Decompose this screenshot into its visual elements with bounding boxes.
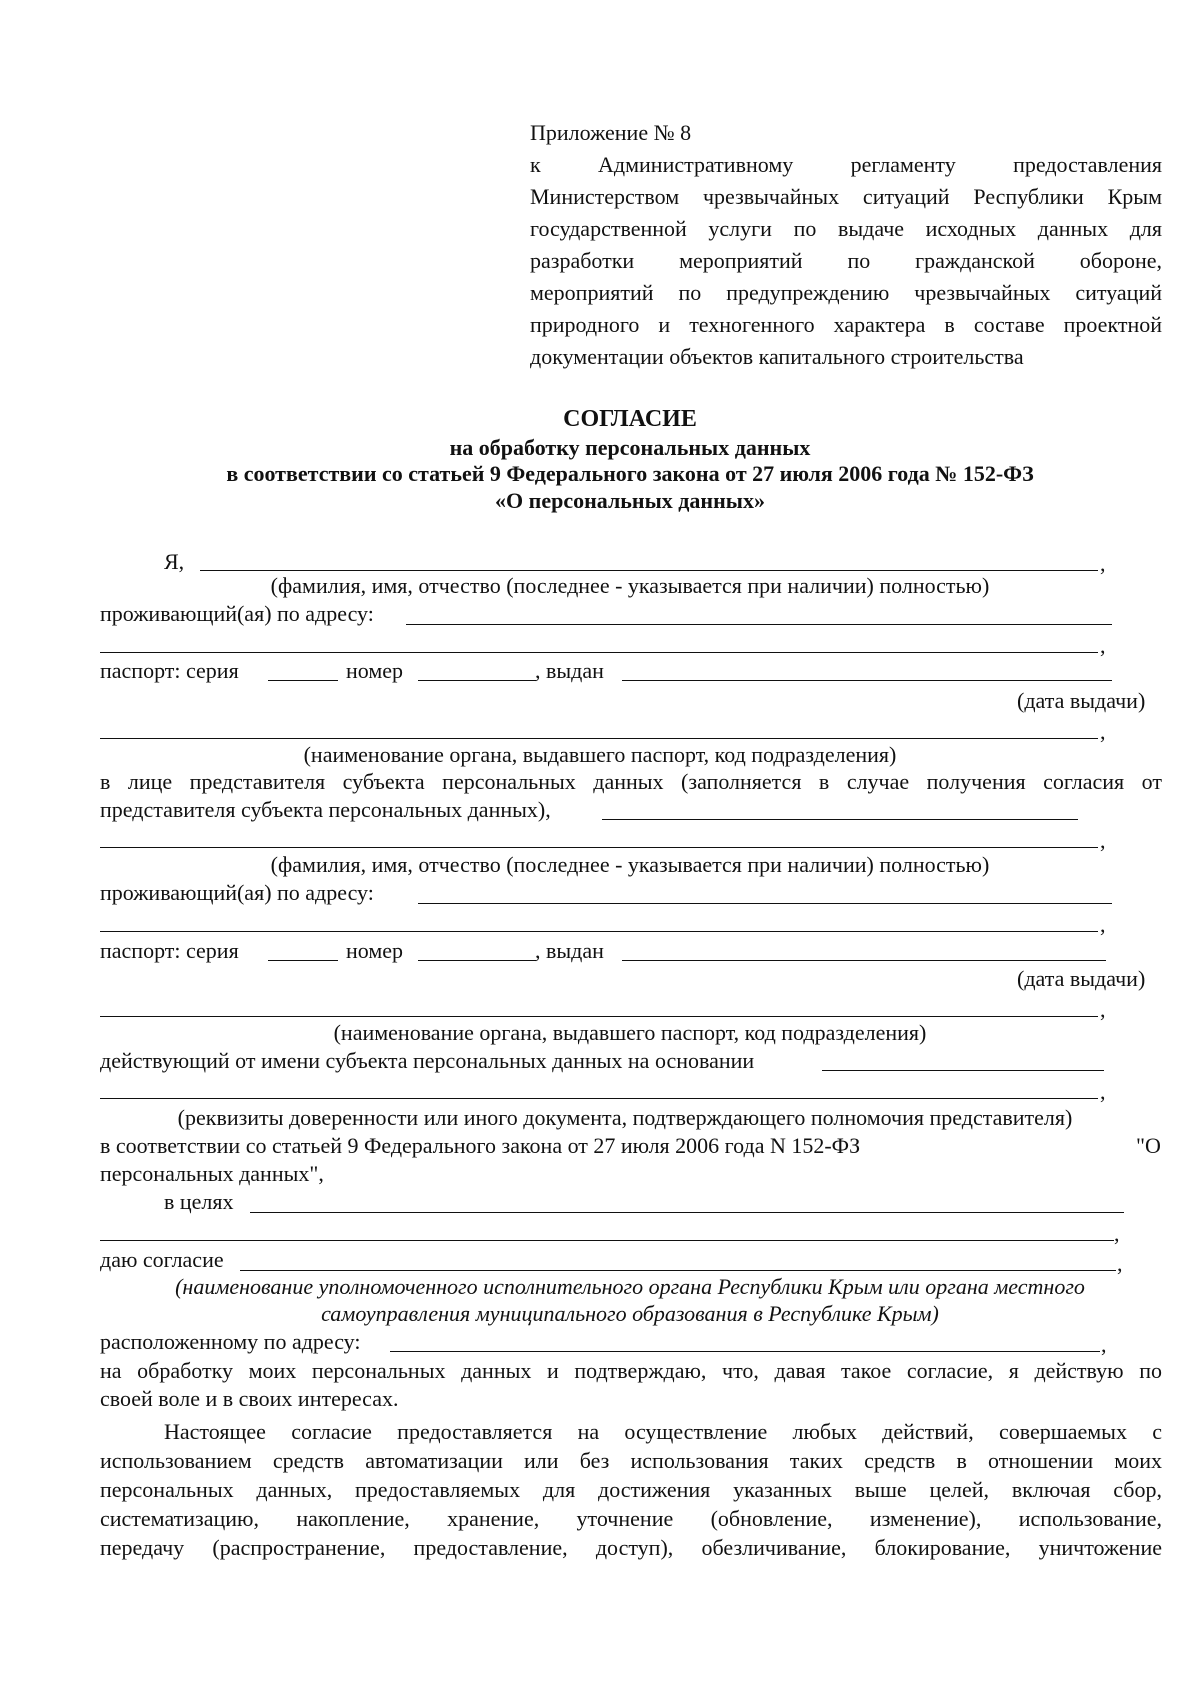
consent-body-paragraph <box>100 1417 1162 1562</box>
representative-address-field-2[interactable] <box>100 931 1098 932</box>
passport-issued-label: , выдан <box>535 658 604 683</box>
comma: , <box>1100 551 1106 576</box>
purpose-field[interactable] <box>250 1212 1124 1213</box>
passport-issue-date-field[interactable] <box>622 680 1112 681</box>
located-label: расположенному по адресу: <box>100 1329 361 1354</box>
address-label: проживающий(ая) по адресу: <box>100 601 374 626</box>
law-reference-line-2: персональных данных", <box>100 1161 324 1186</box>
appendix-line: мероприятий по предупреждению чрезвычайных ситуаций <box>530 280 1162 305</box>
acting-basis-field[interactable] <box>822 1070 1104 1071</box>
passport-number-label: номер <box>346 938 404 963</box>
address-label: проживающий(ая) по адресу: <box>100 880 374 905</box>
passport-number-field[interactable] <box>418 680 536 681</box>
comma: , <box>1117 1251 1123 1276</box>
comma: , <box>1100 633 1106 658</box>
passport-issued-label: , выдан <box>535 938 604 963</box>
body-line: Настоящее согласие предоставляется на осуществление любых действий, совершаемых с <box>164 1419 1162 1444</box>
body-line: персональных данных, предоставляемых для достижения указанных выше целей, включая сбор, <box>100 1477 1162 1502</box>
appendix-line: природного и техногенного характера в составе проектной <box>530 312 1162 337</box>
authority-caption-1: (наименование уполномоченного исполнительного органа Республики Крым или органа местного <box>175 1274 1085 1299</box>
representative-field[interactable] <box>602 819 1078 820</box>
processing-text <box>100 1357 1162 1413</box>
passport-number-field[interactable] <box>418 960 536 961</box>
issuer-caption: (наименование органа, выдавшего паспорт, код подразделения) <box>333 1020 927 1045</box>
passport-issue-date-field[interactable] <box>622 960 1106 961</box>
comma: , <box>1100 828 1106 853</box>
document-subtitle-3: «О персональных данных» <box>495 488 765 513</box>
law-reference-quote: "О <box>1136 1133 1161 1158</box>
comma: , <box>1100 1079 1106 1104</box>
acting-basis-field-2[interactable] <box>100 1098 1098 1099</box>
issuer-caption: (наименование органа, выдавшего паспорт, код подразделения) <box>303 742 897 767</box>
comma: , <box>1100 912 1106 937</box>
passport-number-label: номер <box>346 658 404 683</box>
representative-line-1: в лице представителя субъекта персональных данных (заполняется в случае получения согласия от <box>100 769 1162 794</box>
representative-line-2: представителя субъекта персональных данных), <box>100 797 551 822</box>
body-line: передачу (распространение, предоставление, доступ), обезличивание, блокирование, уничтожение <box>100 1535 1162 1560</box>
appendix-line: разработки мероприятий по гражданской обороне, <box>530 248 1162 273</box>
issue-date-caption: (дата выдачи) <box>1017 688 1146 713</box>
passport-series-field[interactable] <box>268 680 338 681</box>
processing-line-1: на обработку моих персональных данных и подтверждаю, что, давая такое согласие, я действую по <box>100 1358 1162 1383</box>
i-label: Я, <box>164 549 185 574</box>
passport-series-field[interactable] <box>268 960 338 961</box>
body-line: систематизацию, накопление, хранение, уточнение (обновление, изменение), использование, <box>100 1506 1162 1531</box>
comma: , <box>1100 719 1106 744</box>
document-subtitle-1: на обработку персональных данных <box>449 435 811 460</box>
passport-series-label: паспорт: серия <box>100 938 239 963</box>
appendix-line: к Административному регламенту предоставления <box>530 152 1162 177</box>
document-title: СОГЛАСИЕ <box>563 406 697 432</box>
representative-address-field[interactable] <box>418 903 1112 904</box>
passport-issuer-field[interactable] <box>100 738 1098 739</box>
appendix-line: Министерством чрезвычайных ситуаций Республики Крым <box>530 184 1162 209</box>
power-caption: (реквизиты доверенности или иного документа, подтверждающего полномочия представителя) <box>177 1105 1073 1130</box>
recipient-address-field[interactable] <box>390 1351 1100 1352</box>
appendix-block <box>530 117 1162 373</box>
authority-caption-2: самоуправления муниципального образования в Республике Крым) <box>321 1301 939 1326</box>
consent-label: даю согласие <box>100 1247 224 1272</box>
consent-recipient-field[interactable] <box>240 1270 1116 1271</box>
comma: , <box>1100 997 1106 1022</box>
fio-caption: (фамилия, имя, отчество (последнее - указывается при наличии) полностью) <box>270 573 990 598</box>
subject-address-field-2[interactable] <box>100 652 1098 653</box>
purpose-field-2[interactable] <box>100 1240 1114 1241</box>
law-reference-line-1: в соответствии со статьей 9 Федерального закона от 27 июля 2006 года N 152-ФЗ <box>100 1133 861 1158</box>
acting-label: действующий от имени субъекта персональных данных на основании <box>100 1048 755 1073</box>
appendix-title: Приложение № 8 <box>530 120 692 145</box>
appendix-line: государственной услуги по выдаче исходных данных для <box>530 216 1162 241</box>
document-subtitle-2: в соответствии со статьей 9 Федерального закона от 27 июля 2006 года № 152-ФЗ <box>226 461 1034 486</box>
purpose-label: в целях <box>164 1189 234 1214</box>
appendix-line: документации объектов капитального строительства <box>530 344 1024 369</box>
representative-fio-field[interactable] <box>100 847 1098 848</box>
subject-fio-field[interactable] <box>200 570 1098 571</box>
passport-series-label: паспорт: серия <box>100 658 239 683</box>
comma: , <box>1101 1332 1107 1357</box>
representative-text <box>100 768 1162 796</box>
subject-address-field[interactable] <box>406 624 1112 625</box>
passport-issuer-field[interactable] <box>100 1016 1098 1017</box>
body-line: использованием средств автоматизации или без использования таких средств в отношении моих <box>100 1448 1162 1473</box>
processing-line-2: своей воле и в своих интересах. <box>100 1386 399 1411</box>
fio-caption: (фамилия, имя, отчество (последнее - указывается при наличии) полностью) <box>270 852 990 877</box>
issue-date-caption: (дата выдачи) <box>1017 966 1146 991</box>
comma: , <box>1114 1221 1120 1246</box>
